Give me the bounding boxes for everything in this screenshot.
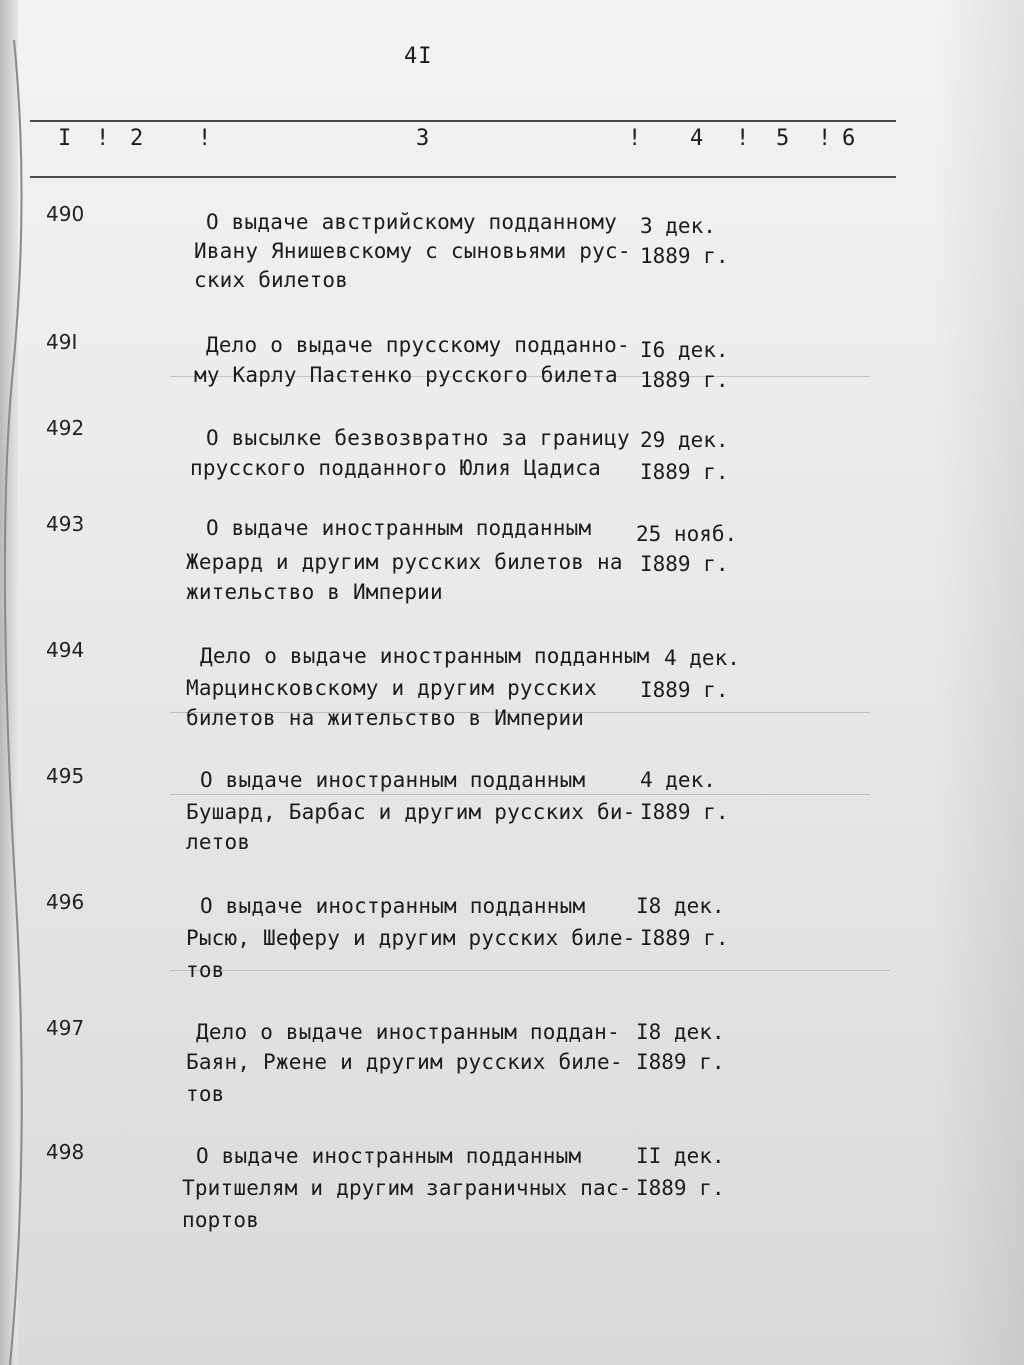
entry-date-year: I889 г. <box>640 552 729 576</box>
header-col-4: 4 <box>690 126 704 151</box>
entry-text-line: Жерард и другим русских билетов на <box>186 550 623 574</box>
entry-number: 493 <box>46 512 85 536</box>
entry-text-line: Дело о выдаче иностранным поддан- <box>196 1020 620 1044</box>
entry-text-line: О выдаче иностранным подданным <box>206 516 592 540</box>
table-header-row <box>50 126 880 166</box>
entry-text-line: ских билетов <box>194 268 349 292</box>
entry-text-line: Тритшелям и другим заграничных пас- <box>182 1176 632 1200</box>
entry-text-line: Марцинсковскому и другим русских <box>186 676 597 700</box>
entry-number: 49I <box>46 330 78 354</box>
entry-number: 497 <box>46 1016 85 1040</box>
page-fold-curve <box>0 0 40 1365</box>
entry-date-day: II дек. <box>636 1144 725 1168</box>
entry-date-year: I889 г. <box>640 678 729 702</box>
header-col-1: I <box>58 126 72 151</box>
entry-number: 494 <box>46 638 85 662</box>
entry-date-day: 25 нояб. <box>636 522 738 546</box>
entry-text-line: прусского подданного Юлия Цадиса <box>190 456 601 480</box>
entry-number: 495 <box>46 764 85 788</box>
entry-text-line: Ивану Янишевскому с сыновьями рус- <box>194 239 631 263</box>
entry-date-day: I8 дек. <box>636 1020 725 1044</box>
entry-text-line: О выдаче австрийскому подданному <box>206 210 617 234</box>
page-number: 4I <box>404 44 433 69</box>
header-separator: ! <box>818 126 832 151</box>
header-col-3: 3 <box>416 126 430 151</box>
entry-text-line: летов <box>186 830 251 854</box>
page-right-shadow <box>934 0 1024 1365</box>
entry-text-line: Бушард, Барбас и другим русских би- <box>186 800 636 824</box>
entry-date-year: I889 г. <box>636 1050 725 1074</box>
entry-date-day: 3 дек. <box>640 214 716 238</box>
entry-date-year: I889 г. <box>640 926 729 950</box>
table-top-rule <box>30 120 896 122</box>
entry-date-year: I889 г. <box>636 1176 725 1200</box>
header-col-5: 5 <box>776 126 790 151</box>
header-separator: ! <box>628 126 642 151</box>
entry-text-line: му Карлу Пастенко русского билета <box>194 363 618 387</box>
entry-date-year: 1889 г. <box>640 244 729 268</box>
header-col-2: 2 <box>130 126 144 151</box>
entry-text-line: Рысю, Шеферу и другим русских биле- <box>186 926 636 950</box>
ghost-rule <box>170 970 890 971</box>
entry-text-line: О высылке безвозвратно за границу <box>206 426 630 450</box>
entry-date-year: I889 г. <box>640 460 729 484</box>
table-header-bottom-rule <box>30 176 896 178</box>
ghost-rule <box>170 794 870 795</box>
entry-date-day: 29 дек. <box>640 428 729 452</box>
entry-text-line: Дело о выдаче иностранным подданным <box>200 644 650 668</box>
entry-number: 492 <box>46 416 85 440</box>
entry-text-line: билетов на жительство в Империи <box>186 706 585 730</box>
entry-number: 498 <box>46 1140 85 1164</box>
entry-text-line: О выдаче иностранным подданным <box>200 894 586 918</box>
entry-date-day: 4 дек. <box>664 646 740 670</box>
entry-date-day: 4 дек. <box>640 768 716 792</box>
entry-date-year: I889 г. <box>640 800 729 824</box>
entry-text-line: О выдаче иностранным подданным <box>200 768 586 792</box>
header-col-6: 6 <box>842 126 856 151</box>
entry-date-year: 1889 г. <box>640 368 729 392</box>
entry-number: 496 <box>46 890 85 914</box>
entry-text-line: тов <box>186 1082 225 1106</box>
entry-text-line: Баян, Ржене и другим русских биле- <box>186 1050 623 1074</box>
entry-date-day: I6 дек. <box>640 338 729 362</box>
entry-text-line: портов <box>182 1208 260 1232</box>
header-separator: ! <box>96 126 110 151</box>
entry-number: 490 <box>46 202 85 226</box>
entry-text-line: Дело о выдаче прусскому подданно- <box>206 333 630 357</box>
entry-text-line: тов <box>186 958 225 982</box>
header-separator: ! <box>736 126 750 151</box>
entry-date-day: I8 дек. <box>636 894 725 918</box>
entry-text-line: жительство в Империи <box>186 580 443 604</box>
header-separator: ! <box>198 126 212 151</box>
entry-text-line: О выдаче иностранным подданным <box>196 1144 582 1168</box>
